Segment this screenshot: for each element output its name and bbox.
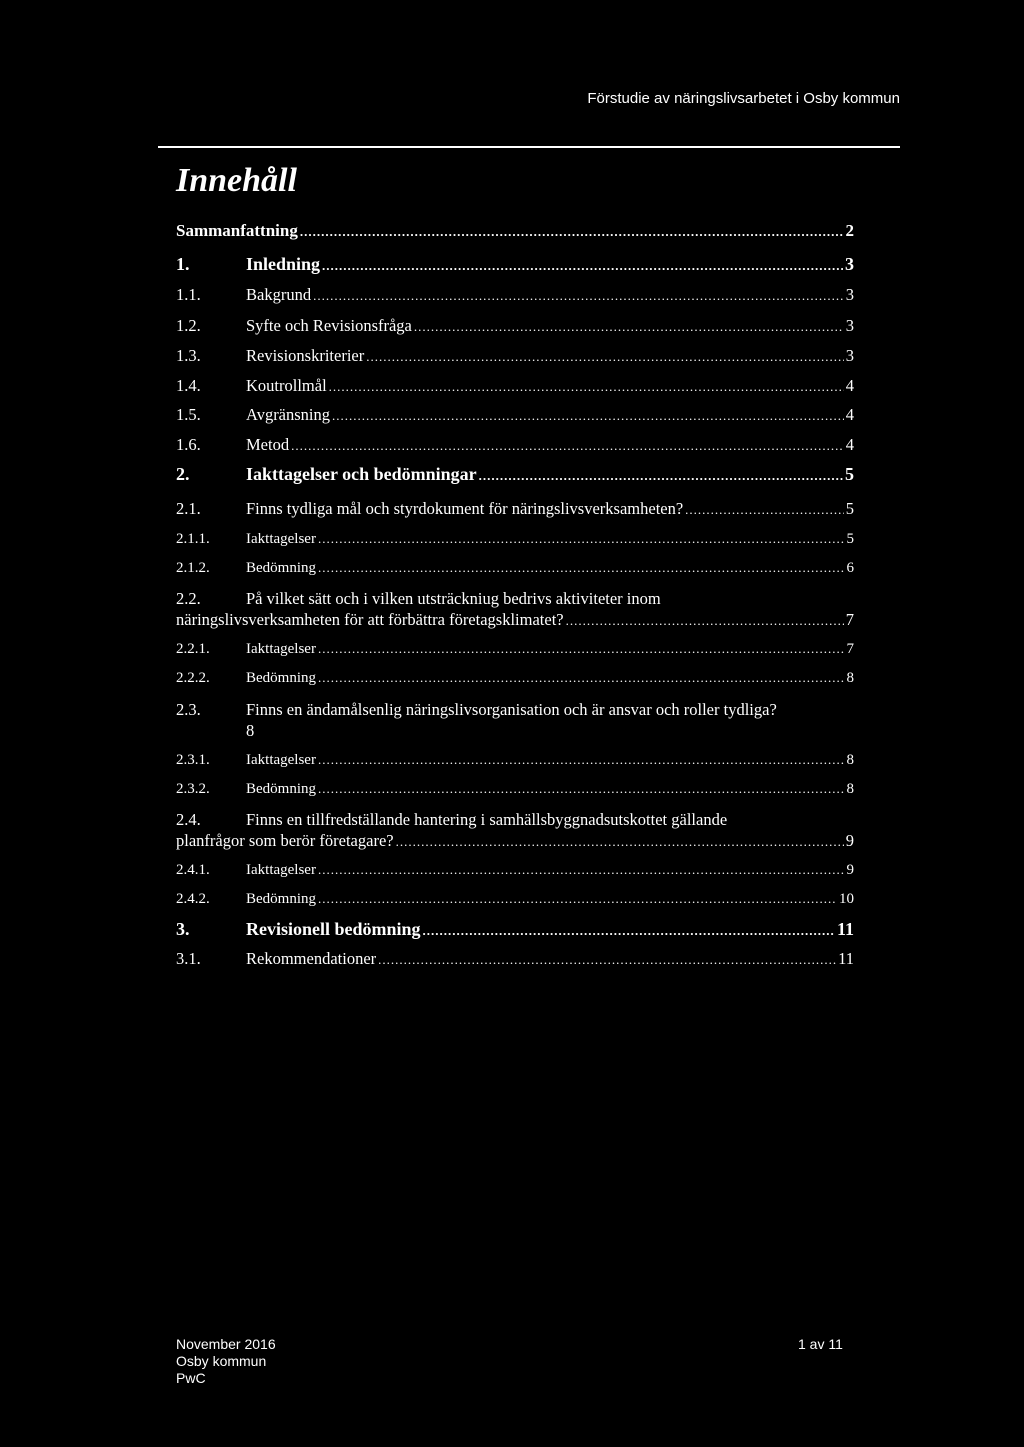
toc-entry-page: 3: [845, 316, 854, 335]
toc-entry-label: Revisionell bedömning: [246, 919, 421, 939]
header-divider: [158, 146, 900, 148]
toc-entry-number: 3.1.: [176, 949, 201, 968]
footer-company: PwC: [176, 1370, 206, 1386]
toc-entry-1-3[interactable]: [176, 346, 854, 367]
toc-entry-label: Finns tydliga mål och styrdokument för näringslivsverksamheten?: [246, 499, 684, 518]
toc-entry-number: 1.5.: [176, 405, 201, 424]
toc-entry-1-1[interactable]: [176, 285, 854, 306]
toc-entry-label: Iakttagelser och bedömningar: [246, 464, 477, 484]
toc-entry-label: Revisionskriterier: [246, 346, 365, 365]
toc-entry-page: 3: [845, 254, 854, 274]
toc-entry-2-2-2[interactable]: [176, 668, 854, 688]
toc-leader-dots: [318, 558, 845, 578]
toc-entry-page: 4: [845, 376, 854, 395]
toc-entry-page: 4: [845, 435, 854, 454]
toc-entry-2-1-2[interactable]: [176, 558, 854, 578]
toc-leader-dots: [366, 347, 844, 367]
toc-leader-dots: [300, 222, 844, 242]
toc-entry-page: 5: [845, 499, 854, 518]
toc-entry-2-3[interactable]: [176, 699, 896, 741]
toc-leader-dots: [318, 668, 845, 688]
toc-entry-label: Sammanfattning: [176, 221, 298, 240]
toc-entry-2-2-1[interactable]: [176, 639, 854, 659]
toc-entry-number: 2.1.1.: [176, 531, 210, 547]
toc-entry-label: Bedömning: [246, 560, 316, 576]
toc-leader-dots: [318, 639, 845, 659]
toc-entry-page: 3: [845, 285, 854, 304]
toc-entry-label: På vilket sätt och i vilken utsträckniug bedrivs aktiviteter inom: [246, 589, 661, 608]
footer-date: November 2016: [176, 1336, 276, 1352]
toc-leader-dots: [378, 950, 836, 970]
toc-leader-dots: [318, 779, 845, 799]
toc-entry-number: 1.6.: [176, 435, 201, 454]
toc-entry-page: 6: [846, 560, 854, 576]
toc-leader-dots: [566, 610, 844, 631]
toc-entry-1-4[interactable]: [176, 376, 854, 397]
toc-title: Innehåll: [176, 162, 297, 199]
toc-entry-number: 2.3.2.: [176, 781, 210, 797]
page-footer: [176, 1336, 276, 1387]
toc-entry-2-1-1[interactable]: [176, 529, 854, 549]
toc-leader-dots: [329, 377, 844, 397]
toc-entry-page: 10: [839, 891, 854, 907]
toc-entry-2-4-2[interactable]: [176, 889, 854, 909]
toc-entry-1-5[interactable]: [176, 405, 854, 426]
toc-entry-page: 8: [246, 721, 255, 740]
toc-entry-sammanfattning[interactable]: [176, 221, 854, 242]
toc-leader-dots: [423, 921, 835, 941]
toc-entry-1-6[interactable]: [176, 435, 854, 456]
toc-entry-label: Syfte och Revisionsfråga: [246, 316, 412, 335]
toc-entry-page: 5: [845, 464, 854, 484]
toc-entry-2-4[interactable]: [176, 809, 854, 852]
toc-entry-label: Inledning: [246, 254, 321, 274]
toc-entry-number: 1.: [176, 254, 190, 274]
toc-entry-number: 2.4.: [176, 810, 201, 829]
toc-entry-2-1[interactable]: [176, 499, 854, 520]
toc-entry-page: 11: [836, 919, 854, 939]
toc-entry-page: 11: [838, 949, 854, 968]
toc-leader-dots: [318, 860, 845, 880]
toc-entry-2-2[interactable]: [176, 588, 854, 631]
toc-entry-label: Koutrollmål: [246, 376, 327, 395]
toc-entry-label: Bakgrund: [246, 285, 312, 304]
toc-entry-label: Bedömning: [246, 670, 316, 686]
toc-entry-label-continued: planfrågor som berör företagare?: [176, 831, 394, 850]
toc-entry-label: Bedömning: [246, 891, 316, 907]
toc-entry-page: 8: [846, 752, 854, 768]
toc-entry-2-3-1[interactable]: [176, 750, 854, 770]
toc-entry-3-1[interactable]: [176, 949, 854, 970]
toc-leader-dots: [313, 286, 844, 306]
toc-entry-label: Finns en ändamålsenlig näringslivsorganisation och är ansvar och roller tydliga?: [246, 700, 777, 719]
toc-entry-number: 2.1.: [176, 499, 201, 518]
toc-entry-3[interactable]: [176, 919, 854, 941]
footer-page-number: 1 av 11: [798, 1336, 843, 1352]
toc-entry-number: 2.2.: [176, 589, 201, 608]
toc-entry-label: Finns en tillfredställande hantering i samhällsbyggnadsutskottet gällande: [246, 810, 728, 829]
toc-entry-label: Avgränsning: [246, 405, 331, 424]
toc-leader-dots: [291, 436, 844, 456]
toc-entry-number: 2.4.2.: [176, 891, 210, 907]
toc-entry-page: 8: [846, 781, 854, 797]
toc-entry-page: 9: [845, 831, 854, 850]
toc-entry-number: 1.3.: [176, 346, 201, 365]
toc-entry-number: 2.4.1.: [176, 862, 210, 878]
toc-entry-label: Iakttagelser: [246, 531, 316, 547]
toc-entry-label: Iakttagelser: [246, 862, 316, 878]
toc-leader-dots: [318, 750, 845, 770]
toc-entry-label: Rekommendationer: [246, 949, 377, 968]
toc-entry-label: Iakttagelser: [246, 752, 316, 768]
toc-entry-number: 2.3.1.: [176, 752, 210, 768]
toc-entry-page: 7: [846, 641, 854, 657]
toc-leader-dots: [685, 500, 844, 520]
toc-leader-dots: [322, 256, 843, 276]
toc-entry-page: 7: [845, 610, 854, 629]
toc-entry-page: 2: [845, 221, 854, 240]
toc-leader-dots: [318, 529, 845, 549]
toc-entry-1-2[interactable]: [176, 316, 854, 337]
toc-entry-number: 2.2.1.: [176, 641, 210, 657]
toc-entry-page: 3: [845, 346, 854, 365]
toc-leader-dots: [414, 317, 844, 337]
toc-entry-2-3-2[interactable]: [176, 779, 854, 799]
footer-org: Osby kommun: [176, 1353, 267, 1369]
toc-entry-label: Iakttagelser: [246, 641, 316, 657]
toc-entry-2-4-1[interactable]: [176, 860, 854, 880]
toc-leader-dots: [479, 466, 843, 486]
toc-entry-page: 4: [845, 405, 854, 424]
toc-entry-2[interactable]: [176, 464, 854, 486]
toc-entry-number: 2.2.2.: [176, 670, 210, 686]
toc-entry-number: 2.3.: [176, 700, 201, 719]
toc-entry-page: 8: [846, 670, 854, 686]
toc-leader-dots: [318, 889, 837, 909]
toc-entry-number: 1.1.: [176, 285, 201, 304]
toc-entry-number: 3.: [176, 919, 190, 939]
toc-entry-page: 5: [846, 531, 854, 547]
toc-entry-number: 1.4.: [176, 376, 201, 395]
toc-entry-label: Bedömning: [246, 781, 316, 797]
toc-leader-dots: [396, 831, 844, 852]
toc-entry-label: Metod: [246, 435, 290, 454]
toc-entry-number: 2.: [176, 464, 190, 484]
toc-leader-dots: [332, 406, 844, 426]
running-header: Förstudie av näringslivsarbetet i Osby kommun: [587, 90, 900, 107]
toc-entry-1[interactable]: [176, 254, 854, 276]
toc-entry-number: 1.2.: [176, 316, 201, 335]
toc-entry-page: 9: [846, 862, 854, 878]
toc-entry-number: 2.1.2.: [176, 560, 210, 576]
toc-entry-label-continued: näringslivsverksamheten för att förbättra företagsklimatet?: [176, 610, 564, 629]
